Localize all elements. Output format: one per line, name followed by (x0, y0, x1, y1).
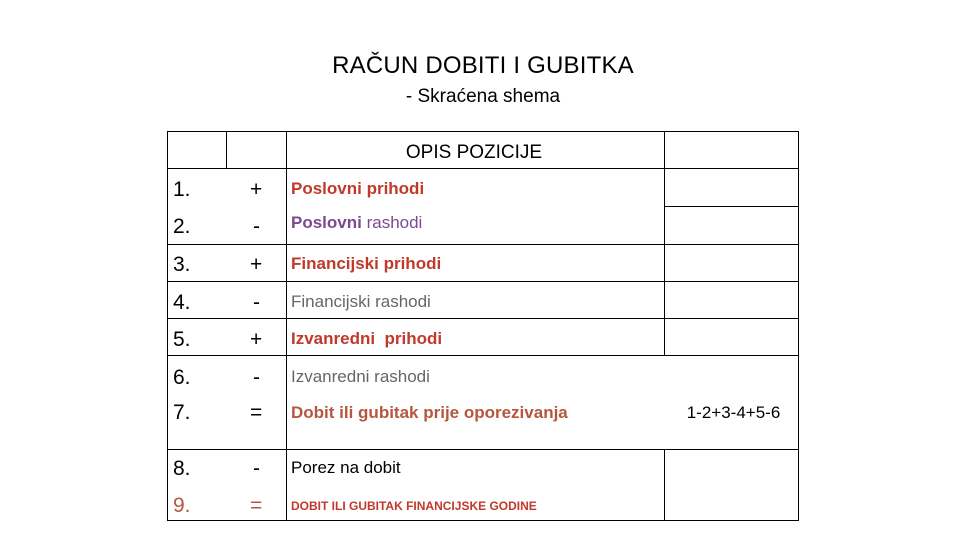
table-rule (167, 520, 799, 521)
page-title: RAČUN DOBITI I GUBITKA (332, 52, 634, 79)
row-number: 2. (173, 215, 191, 238)
row-description (291, 214, 422, 231)
row-number: 7. (173, 401, 191, 424)
column-header-opis-pozicije: OPIS POZICIJE (405, 142, 543, 163)
row-number: 3. (173, 253, 191, 276)
row-number: 6. (173, 366, 191, 389)
table-rule (798, 131, 799, 521)
table-rule (167, 281, 799, 282)
row-description: Izvanredni prihodi (291, 329, 443, 348)
row-number: 9. (173, 494, 191, 517)
row-sign: + (250, 253, 263, 276)
row-description: Izvanredni rashodi (291, 367, 430, 386)
row-sign: = (250, 401, 263, 424)
row-number: 8. (173, 457, 191, 480)
row-number: 1. (173, 178, 191, 201)
row-description: Financijski prihodi (291, 254, 442, 273)
table-rule (664, 206, 799, 207)
table-rule (664, 449, 665, 521)
table-rule (167, 355, 799, 356)
row-sign: + (250, 328, 263, 351)
row-sign: = (250, 494, 263, 517)
row-description-part: Poslovni (291, 213, 362, 232)
table-rule (167, 131, 799, 132)
row-sign: + (250, 178, 263, 201)
row-number: 4. (173, 291, 191, 314)
table-rule (167, 168, 799, 169)
table-rule (167, 131, 168, 521)
table-rule (286, 131, 287, 521)
table-rule (664, 131, 665, 356)
table-rule (167, 449, 799, 450)
row-formula: 1-2+3-4+5-6 (686, 403, 781, 422)
page-subtitle: - Skraćena shema (405, 86, 561, 107)
row-description: Porez na dobit (291, 458, 401, 477)
row-sign: - (253, 291, 260, 314)
row-sign: - (253, 366, 260, 389)
table-rule (167, 244, 799, 245)
row-description: DOBIT ILI GUBITAK FINANCIJSKE GODINE (291, 499, 537, 513)
row-number: 5. (173, 328, 191, 351)
row-description: Financijski rashodi (291, 292, 431, 311)
table-rule (167, 318, 799, 319)
row-description: Dobit ili gubitak prije oporezivanja (291, 403, 568, 422)
row-sign: - (253, 215, 260, 238)
row-description: Poslovni prihodi (291, 179, 425, 198)
row-sign: - (253, 457, 260, 480)
row-description-part: rashodi (361, 213, 423, 232)
table-rule (226, 131, 227, 168)
